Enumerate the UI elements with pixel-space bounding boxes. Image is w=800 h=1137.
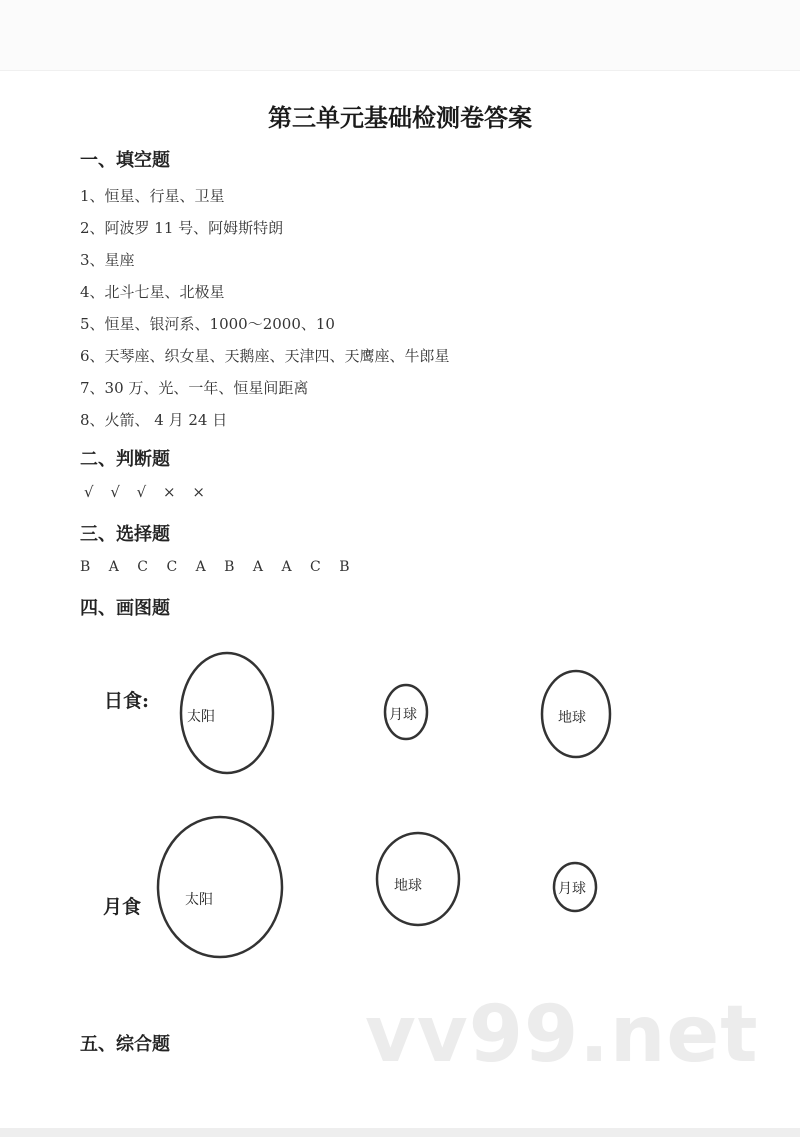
lunar-moon-label: 月球 [558,881,586,897]
judge-answers: √ √ √ × × [84,483,211,501]
answer-line: 4、北斗七星、北极星 [80,283,225,301]
answer-line: 7、30 万、光、一年、恒星间距离 [80,379,309,397]
solar-earth-label: 地球 [558,710,586,726]
answer-line: 3、星座 [80,251,135,269]
section-heading-judge: 二、判断题 [80,449,170,470]
lunar-sun-label: 太阳 [185,892,213,908]
lunar-earth-label: 地球 [394,878,422,894]
page-bottom-edge [0,1128,800,1137]
watermark: vv99.net [365,990,759,1080]
answer-line: 5、恒星、银河系、1000～2000、10 [80,315,335,333]
solar-moon-label: 月球 [389,707,417,723]
page-title: 第三单元基础检测卷答案 [268,104,532,132]
lunar-eclipse-label: 月食 [103,896,142,918]
solar-sun-label: 太阳 [187,709,215,725]
solar-eclipse-label: 日食: [104,690,150,712]
answer-line: 1、恒星、行星、卫星 [80,187,225,205]
section-heading-comprehensive: 五、综合题 [80,1034,170,1055]
lunar-sun-circle [158,817,282,957]
answer-line: 2、阿波罗 11 号、阿姆斯特朗 [80,219,284,237]
section-heading-fill: 一、填空题 [80,150,170,171]
section-heading-draw: 四、画图题 [80,598,170,619]
choice-answers: B A C C A B A A C B [80,559,357,575]
section-heading-choice: 三、选择题 [80,524,170,545]
answer-line: 6、天琴座、织女星、天鹅座、天津四、天鹰座、牛郎星 [80,347,450,365]
answer-line: 8、火箭、 4 月 24 日 [80,411,228,429]
